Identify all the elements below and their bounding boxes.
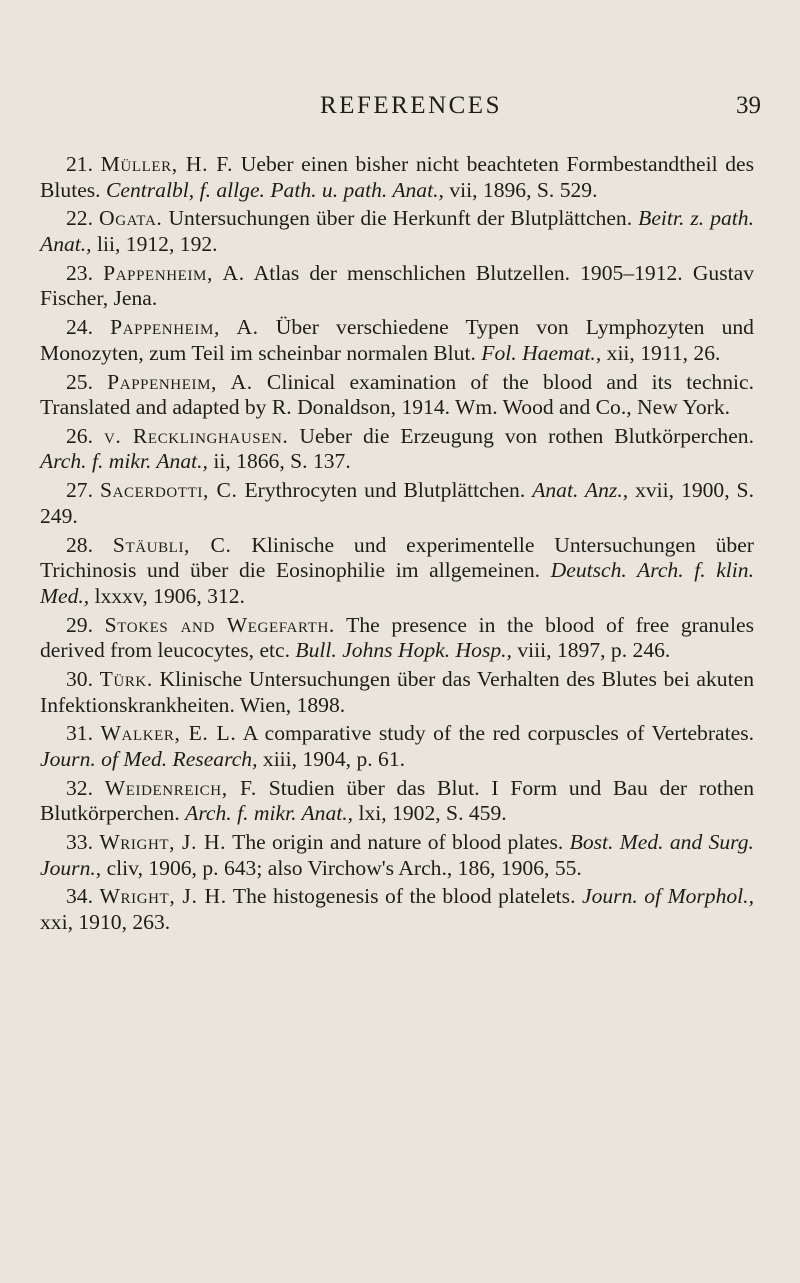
- reference-source: Deutsch. Arch. f. klin. Med.,: [40, 558, 755, 608]
- reference-details: viii, 1897, p. 246.: [517, 638, 671, 663]
- reference-title: Atlas der menschlichen Blutzellen. 1905–1912. Gustav Fischer, Jena.: [40, 260, 754, 311]
- reference-entry: [40, 424, 754, 475]
- running-title: REFERENCES: [320, 92, 502, 119]
- reference-source: Arch. f. mikr. Anat.,: [185, 801, 354, 826]
- reference-details: lxxxv, 1906, 312.: [94, 583, 245, 608]
- reference-entry: [40, 315, 754, 366]
- reference-list: [40, 152, 754, 939]
- reference-number: 22.: [66, 206, 93, 231]
- reference-details: ii, 1866, S. 137.: [213, 449, 351, 474]
- reference-number: 21.: [66, 152, 93, 176]
- reference-number: 26.: [66, 423, 93, 448]
- reference-number: 25.: [66, 369, 93, 394]
- reference-entry: [40, 776, 754, 827]
- reference-title: The histogenesis of the blood platelets.: [232, 884, 576, 909]
- page-header: [0, 92, 800, 132]
- reference-source: Beitr. z. path. Anat.,: [40, 206, 754, 256]
- reference-author: Pappenheim, A.: [107, 369, 253, 394]
- reference-source: Bost. Med. and Surg. Journ.,: [40, 830, 754, 880]
- reference-details: xiii, 1904, p. 61.: [262, 746, 406, 771]
- reference-details: lii, 1912, 192.: [97, 231, 218, 256]
- reference-details: xvii, 1900, S. 249.: [40, 478, 754, 528]
- reference-author: Weidenreich, F.: [104, 775, 257, 800]
- reference-source: Fol. Haemat.,: [481, 340, 602, 365]
- reference-title: Clinical examination of the blood and its technic. Translated and adapted by R. Donaldson, 1914. Wm. Wood and Co., New York.: [40, 369, 754, 420]
- reference-entry: [40, 370, 754, 421]
- reference-title: A comparative study of the red corpuscles of Vertebrates.: [242, 721, 754, 746]
- reference-entry: [40, 613, 754, 664]
- reference-entry: [40, 533, 754, 610]
- reference-author: Ogata.: [99, 206, 163, 231]
- reference-details: cliv, 1906, p. 643; also Virchow's Arch., 186, 1906, 55.: [106, 855, 582, 880]
- reference-author: Pappenheim, A.: [110, 315, 259, 340]
- reference-title: Ueber die Erzeugung von rothen Blutkörperchen.: [299, 423, 754, 448]
- reference-number: 33.: [66, 830, 93, 855]
- reference-author: Stokes and Wegefarth.: [104, 612, 335, 637]
- reference-number: 31.: [66, 721, 93, 746]
- reference-number: 29.: [66, 612, 93, 637]
- page-number: 39: [736, 92, 761, 119]
- reference-details: lxi, 1902, S. 459.: [358, 801, 507, 826]
- reference-title: Ueber einen bisher nicht beachteten Formbestandtheil des Blutes.: [40, 152, 754, 202]
- reference-author: Türk.: [99, 666, 153, 691]
- reference-title: Über verschiedene Typen von Lymphozyten und Monozyten, zum Teil im scheinbar normalen Blut.: [40, 315, 754, 365]
- reference-author: Walker, E. L.: [100, 721, 237, 746]
- reference-source: Journ. of Morphol.,: [582, 884, 754, 909]
- reference-number: 23.: [66, 260, 93, 285]
- reference-source: Arch. f. mikr. Anat.,: [40, 449, 208, 474]
- reference-details: xii, 1911, 26.: [606, 340, 721, 365]
- reference-author: Sacerdotti, C.: [99, 478, 238, 503]
- reference-number: 32.: [66, 775, 93, 800]
- reference-title: Klinische und experimentelle Untersuchungen über Trichinosis und über die Eosinophilie im allgemeinen.: [40, 532, 754, 583]
- reference-author: Stäubli, C.: [112, 532, 232, 557]
- reference-author: v. Recklinghausen.: [103, 423, 289, 448]
- reference-title: Erythrocyten und Blutplättchen.: [244, 478, 526, 503]
- reference-source: Journ. of Med. Research,: [40, 746, 258, 771]
- reference-author: Müller, H. F.: [100, 152, 234, 176]
- reference-entry: [40, 206, 754, 257]
- reference-source: Bull. Johns Hopk. Hosp.,: [295, 638, 512, 663]
- reference-details: xxi, 1910, 263.: [40, 910, 171, 935]
- reference-entry: [40, 667, 754, 718]
- reference-source: Centralbl, f. allge. Path. u. path. Anat.,: [106, 177, 444, 202]
- reference-entry: [40, 478, 754, 529]
- reference-number: 28.: [66, 532, 93, 557]
- reference-author: Pappenheim, A.: [103, 260, 245, 285]
- reference-title: The origin and nature of blood plates.: [232, 830, 564, 855]
- reference-number: 27.: [66, 478, 93, 503]
- reference-author: Wright, J. H.: [99, 884, 227, 909]
- reference-entry: [40, 830, 754, 881]
- reference-number: 34.: [66, 884, 93, 909]
- reference-entry: [40, 152, 754, 203]
- reference-title: Untersuchungen über die Herkunft der Blutplättchen.: [168, 206, 633, 231]
- reference-title: The presence in the blood of free granules derived from leucocytes, etc.: [40, 612, 754, 663]
- reference-title: Klinische Untersuchungen über das Verhalten des Blutes bei akuten Infektionskrankheiten. Wien, 1898.: [40, 666, 754, 717]
- reference-entry: [40, 261, 754, 312]
- reference-number: 24.: [66, 315, 93, 340]
- reference-source: Anat. Anz.,: [532, 478, 629, 503]
- reference-entry: [40, 721, 754, 772]
- reference-title: Studien über das Blut. I Form und Bau der rothen Blutkörperchen.: [40, 775, 754, 826]
- reference-author: Wright, J. H.: [99, 830, 227, 855]
- reference-entry: [40, 884, 754, 935]
- reference-details: vii, 1896, S. 529.: [449, 177, 598, 202]
- reference-number: 30.: [66, 666, 93, 691]
